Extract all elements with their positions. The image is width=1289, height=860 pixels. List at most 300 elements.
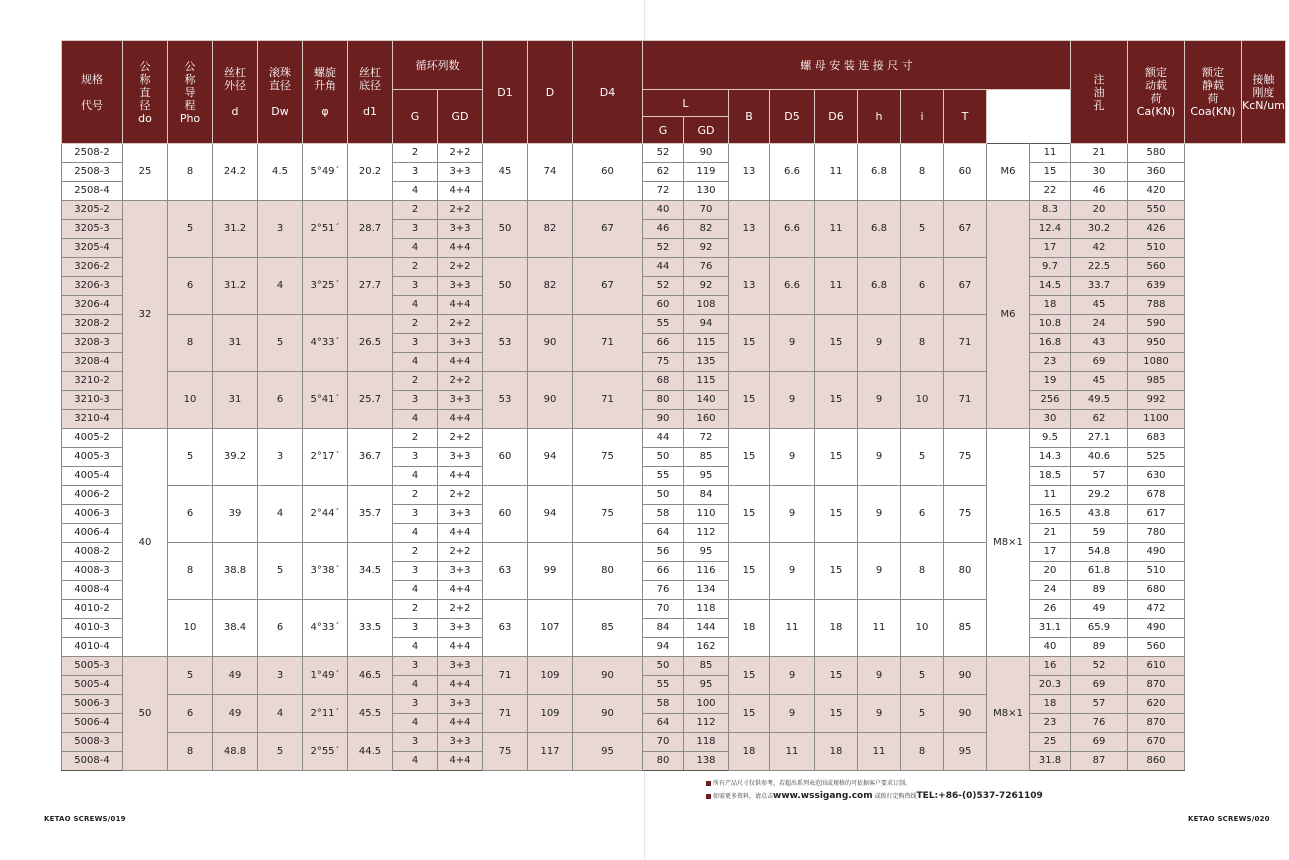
cell-D4: 67 [573,201,643,258]
cell-D6: 15 [815,315,858,372]
cell-oil-hole: M8×1 [987,657,1030,771]
cell-D1: 53 [483,372,528,429]
cell-l-gd: 144 [684,619,729,638]
cell-static-load: 29.2 [1071,486,1128,505]
cell-g: 3 [393,733,438,752]
cell-dynamic-load: 9.5 [1030,429,1071,448]
header-d-col: D [528,41,573,144]
cell-code: 4006-3 [62,505,123,524]
cell-static-load: 76 [1071,714,1128,733]
cell-T: 67 [944,258,987,315]
cell-stiffness: 1080 [1128,353,1185,372]
cell-gd: 2+2 [438,201,483,220]
cell-l-gd: 115 [684,334,729,353]
header-nut-install: 螺 母 安 装 连 接 尺 寸 [643,41,1071,90]
cell-code: 4006-4 [62,524,123,543]
cell-oil-hole: M8×1 [987,429,1030,657]
cell-gd: 4+4 [438,182,483,201]
cell-gd: 3+3 [438,562,483,581]
cell-D6: 11 [815,144,858,201]
cell-root-dia: 34.5 [348,543,393,600]
cell-gd: 3+3 [438,657,483,676]
cell-g: 3 [393,220,438,239]
cell-stiffness: 683 [1128,429,1185,448]
cell-stiffness: 870 [1128,714,1185,733]
cell-g: 3 [393,657,438,676]
cell-dynamic-load: 9.7 [1030,258,1071,277]
header-h: h [858,90,901,144]
cell-code: 3205-4 [62,239,123,258]
cell-D: 82 [528,201,573,258]
cell-stiffness: 630 [1128,467,1185,486]
cell-g: 3 [393,695,438,714]
cell-dynamic-load: 18 [1030,695,1071,714]
cell-code: 5005-4 [62,676,123,695]
cell-helix-angle: 4°33´ [303,315,348,372]
cell-dynamic-load: 15 [1030,163,1071,182]
cell-g: 4 [393,296,438,315]
cell-l-g: 50 [643,486,684,505]
cell-dynamic-load: 16 [1030,657,1071,676]
cell-screw-od: 31 [213,372,258,429]
cell-screw-od: 38.4 [213,600,258,657]
cell-l-g: 66 [643,334,684,353]
cell-ball-dia: 5 [258,315,303,372]
cell-helix-angle: 2°55´ [303,733,348,771]
cell-stiffness: 360 [1128,163,1185,182]
cell-gd: 2+2 [438,372,483,391]
cell-i: 8 [901,315,944,372]
cell-ball-dia: 6 [258,372,303,429]
cell-B: 15 [729,657,770,695]
cell-gd: 4+4 [438,467,483,486]
cell-D4: 85 [573,600,643,657]
cell-g: 3 [393,448,438,467]
cell-dynamic-load: 16.5 [1030,505,1071,524]
cell-B: 13 [729,201,770,258]
table-row [62,695,1286,714]
cell-D1: 63 [483,600,528,657]
cell-stiffness: 490 [1128,543,1185,562]
cell-code: 3208-3 [62,334,123,353]
cell-dynamic-load: 24 [1030,581,1071,600]
cell-ball-dia: 3 [258,201,303,258]
cell-root-dia: 36.7 [348,429,393,486]
cell-l-gd: 119 [684,163,729,182]
cell-root-dia: 35.7 [348,486,393,543]
cell-B: 18 [729,733,770,771]
cell-gd: 4+4 [438,676,483,695]
header-dynamic-load: 额定 动载 荷 Ca(KN) [1128,41,1185,144]
cell-gd: 2+2 [438,486,483,505]
cell-dynamic-load: 26 [1030,600,1071,619]
cell-code: 3205-2 [62,201,123,220]
table-row [62,733,1286,752]
cell-code: 4008-3 [62,562,123,581]
cell-g: 4 [393,467,438,486]
cell-g: 3 [393,619,438,638]
footnote-1: 所有产品尺寸仅供参考，若超出系列表范围或规格的可依据客户要求订制。 [706,778,1043,790]
cell-dynamic-load: 16.8 [1030,334,1071,353]
table-row [62,144,1286,163]
cell-gd: 3+3 [438,391,483,410]
cell-dynamic-load: 19 [1030,372,1071,391]
cell-ball-dia: 5 [258,543,303,600]
cell-static-load: 57 [1071,467,1128,486]
cell-D5: 6.6 [770,144,815,201]
cell-stiffness: 472 [1128,600,1185,619]
cell-D1: 60 [483,486,528,543]
header-static-load: 额定 静载 荷 Coa(KN) [1185,41,1242,144]
cell-l-gd: 130 [684,182,729,201]
cell-D: 90 [528,372,573,429]
cell-D5: 11 [770,600,815,657]
cell-gd: 3+3 [438,619,483,638]
cell-D4: 71 [573,372,643,429]
cell-lead: 8 [168,144,213,201]
cell-code: 5006-4 [62,714,123,733]
cell-nominal-diameter: 40 [123,429,168,657]
cell-T: 75 [944,429,987,486]
cell-D6: 15 [815,543,858,600]
cell-gd: 4+4 [438,296,483,315]
cell-i: 10 [901,372,944,429]
header-helix-angle: 螺旋 升角 φ [303,41,348,144]
cell-T: 60 [944,144,987,201]
cell-lead: 8 [168,543,213,600]
cell-l-g: 52 [643,144,684,163]
cell-l-g: 44 [643,429,684,448]
cell-static-load: 52 [1071,657,1128,676]
cell-T: 75 [944,486,987,543]
cell-T: 90 [944,695,987,733]
cell-gd: 3+3 [438,163,483,182]
cell-D6: 15 [815,657,858,695]
header-spec-code: 规格 代号 [62,41,123,144]
cell-helix-angle: 1°49´ [303,657,348,695]
diameter-group-3 [62,429,1286,657]
hotline-phone: TEL:+86-(0)537-7261109 [916,791,1043,801]
cell-gd: 2+2 [438,315,483,334]
cell-dynamic-load: 20 [1030,562,1071,581]
cell-static-load: 69 [1071,676,1128,695]
cell-gd: 2+2 [438,144,483,163]
cell-gd: 4+4 [438,239,483,258]
cell-B: 15 [729,429,770,486]
cell-screw-od: 39.2 [213,429,258,486]
cell-static-load: 57 [1071,695,1128,714]
cell-l-g: 46 [643,220,684,239]
cell-helix-angle: 2°17´ [303,429,348,486]
cell-l-gd: 112 [684,714,729,733]
cell-g: 4 [393,752,438,771]
header-circuits: 循环列数 [393,41,483,90]
table-row [62,372,1286,391]
header-b: B [729,90,770,144]
cell-dynamic-load: 10.8 [1030,315,1071,334]
cell-stiffness: 617 [1128,505,1185,524]
cell-stiffness: 560 [1128,258,1185,277]
cell-D6: 11 [815,258,858,315]
cell-g: 3 [393,562,438,581]
cell-ball-dia: 3 [258,429,303,486]
cell-dynamic-load: 14.5 [1030,277,1071,296]
cell-gd: 4+4 [438,524,483,543]
cell-code: 2508-3 [62,163,123,182]
cell-lead: 6 [168,695,213,733]
cell-T: 80 [944,543,987,600]
cell-dynamic-load: 18 [1030,296,1071,315]
cell-D6: 15 [815,372,858,429]
cell-dynamic-load: 23 [1030,353,1071,372]
cell-l-gd: 118 [684,733,729,752]
cell-code: 3205-3 [62,220,123,239]
cell-code: 4005-3 [62,448,123,467]
cell-static-load: 69 [1071,733,1128,752]
cell-screw-od: 49 [213,657,258,695]
cell-D1: 63 [483,543,528,600]
cell-l-gd: 92 [684,239,729,258]
cell-dynamic-load: 31.8 [1030,752,1071,771]
cell-static-load: 40.6 [1071,448,1128,467]
cell-stiffness: 1100 [1128,410,1185,429]
header-ball-dia: 滚珠 直径 Dw [258,41,303,144]
table-row [62,543,1286,562]
cell-stiffness: 426 [1128,220,1185,239]
cell-stiffness: 985 [1128,372,1185,391]
cell-D5: 9 [770,486,815,543]
cell-l-gd: 110 [684,505,729,524]
table-row [62,201,1286,220]
cell-helix-angle: 2°51´ [303,201,348,258]
cell-gd: 3+3 [438,733,483,752]
cell-l-gd: 95 [684,467,729,486]
cell-stiffness: 580 [1128,144,1185,163]
table-row [62,429,1286,448]
cell-static-load: 33.7 [1071,277,1128,296]
cell-D4: 60 [573,144,643,201]
cell-gd: 3+3 [438,695,483,714]
header-screw-od: 丝杠 外径 d [213,41,258,144]
cell-h: 9 [858,543,901,600]
cell-D: 74 [528,144,573,201]
cell-stiffness: 992 [1128,391,1185,410]
cell-l-gd: 108 [684,296,729,315]
cell-l-g: 40 [643,201,684,220]
ball-screw-spec-table [61,40,1286,771]
cell-static-load: 87 [1071,752,1128,771]
cell-T: 95 [944,733,987,771]
header-d4-col: D4 [573,41,643,144]
cell-B: 15 [729,372,770,429]
cell-D4: 80 [573,543,643,600]
cell-static-load: 65.9 [1071,619,1128,638]
cell-stiffness: 420 [1128,182,1185,201]
cell-T: 90 [944,657,987,695]
page-number-right: KETAO SCREWS/020 [1188,815,1270,823]
cell-l-g: 56 [643,543,684,562]
cell-T: 67 [944,201,987,258]
cell-l-g: 84 [643,619,684,638]
cell-helix-angle: 4°33´ [303,600,348,657]
cell-i: 8 [901,733,944,771]
cell-l-g: 80 [643,752,684,771]
cell-D1: 45 [483,144,528,201]
cell-l-gd: 140 [684,391,729,410]
cell-g: 2 [393,315,438,334]
cell-ball-dia: 4 [258,258,303,315]
cell-l-gd: 135 [684,353,729,372]
cell-static-load: 61.8 [1071,562,1128,581]
cell-code: 4010-2 [62,600,123,619]
cell-l-gd: 116 [684,562,729,581]
cell-D: 99 [528,543,573,600]
cell-l-g: 50 [643,657,684,676]
cell-code: 3206-2 [62,258,123,277]
cell-l-gd: 92 [684,277,729,296]
cell-g: 3 [393,391,438,410]
cell-gd: 3+3 [438,448,483,467]
cell-h: 6.8 [858,201,901,258]
cell-gd: 4+4 [438,638,483,657]
cell-B: 15 [729,315,770,372]
cell-D1: 71 [483,695,528,733]
cell-l-g: 70 [643,733,684,752]
cell-gd: 4+4 [438,581,483,600]
cell-code: 5006-3 [62,695,123,714]
cell-screw-od: 31.2 [213,258,258,315]
cell-l-g: 55 [643,676,684,695]
cell-g: 4 [393,353,438,372]
cell-static-load: 20 [1071,201,1128,220]
header-gd: GD [438,90,483,144]
cell-screw-od: 49 [213,695,258,733]
cell-static-load: 45 [1071,372,1128,391]
cell-D6: 18 [815,600,858,657]
cell-D6: 15 [815,695,858,733]
cell-l-gd: 76 [684,258,729,277]
cell-l-gd: 85 [684,448,729,467]
cell-gd: 2+2 [438,543,483,562]
cell-l-g: 58 [643,695,684,714]
cell-l-gd: 94 [684,315,729,334]
cell-dynamic-load: 256 [1030,391,1071,410]
cell-D6: 18 [815,733,858,771]
cell-stiffness: 490 [1128,619,1185,638]
cell-stiffness: 610 [1128,657,1185,676]
diameter-group-1 [62,144,1286,201]
cell-screw-od: 38.8 [213,543,258,600]
cell-D5: 6.6 [770,201,815,258]
cell-screw-od: 31.2 [213,201,258,258]
cell-code: 3210-3 [62,391,123,410]
cell-dynamic-load: 22 [1030,182,1071,201]
cell-l-gd: 100 [684,695,729,714]
website-link[interactable]: www.wssigang.com [773,791,873,801]
cell-static-load: 43.8 [1071,505,1128,524]
cell-T: 85 [944,600,987,657]
cell-oil-hole: M6 [987,144,1030,201]
header-g: G [393,90,438,144]
cell-l-gd: 90 [684,144,729,163]
cell-lead: 5 [168,657,213,695]
cell-g: 2 [393,543,438,562]
cell-static-load: 49.5 [1071,391,1128,410]
cell-h: 11 [858,600,901,657]
cell-static-load: 30 [1071,163,1128,182]
cell-static-load: 24 [1071,315,1128,334]
cell-code: 4005-4 [62,467,123,486]
cell-dynamic-load: 11 [1030,144,1071,163]
cell-code: 4008-4 [62,581,123,600]
table-row [62,600,1286,619]
cell-code: 4006-2 [62,486,123,505]
cell-stiffness: 639 [1128,277,1185,296]
cell-static-load: 30.2 [1071,220,1128,239]
cell-stiffness: 788 [1128,296,1185,315]
cell-D4: 90 [573,657,643,695]
cell-l-gd: 82 [684,220,729,239]
cell-l-g: 52 [643,277,684,296]
cell-h: 9 [858,486,901,543]
cell-l-g: 50 [643,448,684,467]
cell-root-dia: 45.5 [348,695,393,733]
cell-D6: 15 [815,486,858,543]
cell-g: 3 [393,334,438,353]
header-nominal-lead: 公 称 导 程 Pho [168,41,213,144]
header-root-dia: 丝杠 底径 d1 [348,41,393,144]
header-stiffness: 接触 刚度 KcN/um [1242,41,1286,144]
cell-lead: 10 [168,600,213,657]
cell-h: 6.8 [858,144,901,201]
cell-dynamic-load: 31.1 [1030,619,1071,638]
cell-l-g: 62 [643,163,684,182]
cell-D4: 75 [573,486,643,543]
cell-i: 5 [901,657,944,695]
cell-ball-dia: 4 [258,486,303,543]
cell-g: 4 [393,524,438,543]
header-d6: D6 [815,90,858,144]
cell-D5: 9 [770,695,815,733]
cell-l-gd: 85 [684,657,729,676]
cell-D: 107 [528,600,573,657]
cell-code: 3206-3 [62,277,123,296]
cell-nominal-diameter: 50 [123,657,168,771]
cell-root-dia: 27.7 [348,258,393,315]
cell-l-gd: 112 [684,524,729,543]
cell-g: 2 [393,144,438,163]
cell-g: 2 [393,429,438,448]
cell-gd: 3+3 [438,220,483,239]
cell-D: 109 [528,695,573,733]
cell-D1: 60 [483,429,528,486]
cell-D1: 71 [483,657,528,695]
cell-i: 5 [901,429,944,486]
footnotes [706,778,1043,803]
cell-gd: 2+2 [438,600,483,619]
header-d1-col: D1 [483,41,528,144]
cell-g: 3 [393,505,438,524]
cell-stiffness: 860 [1128,752,1185,771]
cell-gd: 2+2 [438,429,483,448]
cell-code: 4010-4 [62,638,123,657]
cell-static-load: 45 [1071,296,1128,315]
table-row [62,315,1286,334]
cell-stiffness: 780 [1128,524,1185,543]
cell-lead: 5 [168,429,213,486]
cell-code: 2508-2 [62,144,123,163]
cell-g: 2 [393,486,438,505]
